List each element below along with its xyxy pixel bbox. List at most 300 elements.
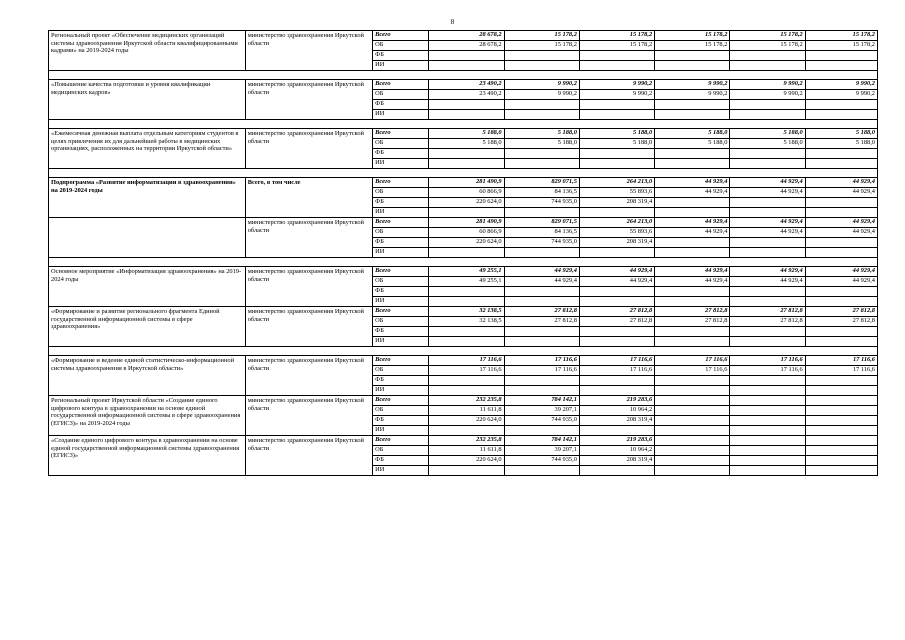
program-description: «Повышение качества подготовки и уровня квалификации медицинских кадров» [49, 80, 246, 120]
amount-cell [655, 376, 730, 386]
spacer-cell [805, 71, 877, 80]
spacer-cell [730, 120, 805, 129]
amount-cell [504, 208, 579, 218]
spacer-cell [579, 120, 654, 129]
amount-cell: 232 235,8 [429, 436, 504, 446]
amount-cell: 281 490,9 [429, 218, 504, 228]
amount-cell: 60 866,9 [429, 188, 504, 198]
amount-cell: 5 188,0 [655, 139, 730, 149]
spacer-cell [49, 71, 246, 80]
amount-cell: 10 964,2 [579, 406, 654, 416]
amount-cell [805, 61, 877, 71]
amount-cell [655, 337, 730, 347]
spacer-cell [579, 169, 654, 178]
amount-cell [655, 416, 730, 426]
funding-source: ОБ [373, 277, 429, 287]
table-row [49, 356, 878, 366]
amount-cell: 5 188,0 [579, 129, 654, 139]
spacer-cell [245, 169, 372, 178]
program-description: «Формирование и развитие регионального фрагмента Единой государственной информационной системы в сфере здравоохранения» [49, 307, 246, 347]
amount-cell: 17 116,6 [504, 366, 579, 376]
amount-cell: 44 929,4 [805, 188, 877, 198]
amount-cell [579, 426, 654, 436]
amount-cell [730, 100, 805, 110]
amount-cell: 27 812,8 [730, 317, 805, 327]
funding-source: Всего [373, 307, 429, 317]
table-row [49, 129, 878, 139]
funding-source: ИИ [373, 386, 429, 396]
amount-cell: 744 935,0 [504, 416, 579, 426]
amount-cell [655, 198, 730, 208]
amount-cell: 5 188,0 [805, 129, 877, 139]
funding-source: ИИ [373, 110, 429, 120]
amount-cell [805, 198, 877, 208]
amount-cell: 9 990,2 [655, 90, 730, 100]
spacer-cell [730, 347, 805, 356]
spacer-cell [730, 258, 805, 267]
responsible-executor: министерство здравоохранения Иркутской области [245, 129, 372, 169]
amount-cell [655, 426, 730, 436]
spacer-cell [49, 120, 246, 129]
program-description: «Создание единого цифрового контура в здравоохранении на основе единой государственной информационной системы здравоохранения (ЕГИСЗ)» [49, 436, 246, 476]
amount-cell: 220 624,0 [429, 416, 504, 426]
amount-cell: 15 178,2 [579, 41, 654, 51]
spacer-cell [373, 169, 429, 178]
amount-cell: 744 935,0 [504, 238, 579, 248]
spacer-cell [49, 347, 246, 356]
budget-table-body [49, 31, 878, 476]
funding-source: Всего [373, 80, 429, 90]
amount-cell: 17 116,6 [579, 356, 654, 366]
responsible-executor: министерство здравоохранения Иркутской области [245, 267, 372, 307]
spacer-cell [49, 258, 246, 267]
responsible-executor: министерство здравоохранения Иркутской области [245, 396, 372, 436]
spacer-cell [579, 71, 654, 80]
amount-cell: 15 178,2 [579, 31, 654, 41]
amount-cell [730, 238, 805, 248]
funding-source: ОБ [373, 317, 429, 327]
funding-source: ОБ [373, 446, 429, 456]
amount-cell: 15 178,2 [805, 41, 877, 51]
spacer-cell [504, 120, 579, 129]
amount-cell [805, 100, 877, 110]
spacer-cell [655, 120, 730, 129]
amount-cell: 220 624,0 [429, 238, 504, 248]
amount-cell: 219 283,6 [579, 396, 654, 406]
spacer-cell [655, 347, 730, 356]
funding-source: Всего [373, 129, 429, 139]
amount-cell [805, 51, 877, 61]
amount-cell [805, 337, 877, 347]
amount-cell: 44 929,4 [655, 218, 730, 228]
amount-cell [579, 287, 654, 297]
spacer-cell [245, 71, 372, 80]
amount-cell [805, 238, 877, 248]
amount-cell [730, 149, 805, 159]
spacer-cell [805, 258, 877, 267]
amount-cell: 27 812,8 [805, 307, 877, 317]
amount-cell [579, 100, 654, 110]
table-row [49, 80, 878, 90]
program-description: «Ежемесячная денежная выплата отдельным категориям студентов в целях привлечения их для дальнейшей работы в медицинских организациях, расположенных на территории Иркутской области» [49, 129, 246, 169]
funding-source: ФБ [373, 198, 429, 208]
amount-cell [579, 149, 654, 159]
amount-cell: 15 178,2 [504, 31, 579, 41]
amount-cell [805, 110, 877, 120]
table-spacer-row [49, 120, 878, 129]
amount-cell [655, 287, 730, 297]
funding-source: ОБ [373, 228, 429, 238]
amount-cell: 27 812,8 [805, 317, 877, 327]
amount-cell [655, 100, 730, 110]
amount-cell [655, 238, 730, 248]
amount-cell: 784 142,1 [504, 396, 579, 406]
funding-source: Всего [373, 436, 429, 446]
amount-cell [805, 149, 877, 159]
amount-cell: 829 071,5 [504, 218, 579, 228]
amount-cell [805, 327, 877, 337]
program-description: Региональный проект «Обеспечение медицинских организаций системы здравоохранения Иркутской области квалифицированными кадрами» на 2019-2024 годы [49, 31, 246, 71]
spacer-cell [730, 71, 805, 80]
amount-cell: 9 990,2 [730, 80, 805, 90]
amount-cell: 49 255,1 [429, 267, 504, 277]
table-row [49, 307, 878, 317]
amount-cell: 5 188,0 [655, 129, 730, 139]
amount-cell: 5 188,0 [429, 129, 504, 139]
amount-cell: 44 929,4 [805, 178, 877, 188]
amount-cell: 55 893,6 [579, 188, 654, 198]
amount-cell [504, 61, 579, 71]
funding-source: ФБ [373, 376, 429, 386]
funding-source: ИИ [373, 61, 429, 71]
spacer-cell [655, 169, 730, 178]
program-description: Подпрограмма «Развитие информатизации в здравоохранении» на 2019-2024 годы [49, 178, 246, 218]
amount-cell [805, 456, 877, 466]
amount-cell [805, 446, 877, 456]
amount-cell: 44 929,4 [730, 218, 805, 228]
amount-cell [805, 248, 877, 258]
amount-cell [805, 159, 877, 169]
amount-cell: 44 929,4 [655, 228, 730, 238]
amount-cell: 44 929,4 [730, 267, 805, 277]
spacer-cell [504, 71, 579, 80]
table-spacer-row [49, 347, 878, 356]
amount-cell: 5 188,0 [429, 139, 504, 149]
amount-cell [579, 337, 654, 347]
amount-cell [655, 149, 730, 159]
amount-cell: 220 624,0 [429, 456, 504, 466]
funding-source: Всего [373, 31, 429, 41]
spacer-cell [579, 347, 654, 356]
amount-cell [655, 466, 730, 476]
spacer-cell [805, 169, 877, 178]
program-description: Основное мероприятие «Информатизация здравоохранения» на 2019-2024 годы [49, 267, 246, 307]
amount-cell [579, 297, 654, 307]
amount-cell: 60 866,9 [429, 228, 504, 238]
amount-cell [730, 287, 805, 297]
amount-cell [805, 297, 877, 307]
funding-source: ИИ [373, 337, 429, 347]
amount-cell [730, 426, 805, 436]
amount-cell: 9 990,2 [730, 90, 805, 100]
amount-cell: 44 929,4 [655, 267, 730, 277]
amount-cell [504, 466, 579, 476]
amount-cell [805, 436, 877, 446]
amount-cell [655, 61, 730, 71]
program-description [49, 218, 246, 258]
amount-cell: 44 929,4 [805, 218, 877, 228]
spacer-cell [373, 258, 429, 267]
funding-source: ФБ [373, 456, 429, 466]
amount-cell [429, 327, 504, 337]
amount-cell: 17 116,6 [655, 366, 730, 376]
amount-cell: 744 935,0 [504, 456, 579, 466]
amount-cell [655, 456, 730, 466]
amount-cell: 23 490,2 [429, 90, 504, 100]
table-spacer-row [49, 71, 878, 80]
funding-source: ОБ [373, 41, 429, 51]
funding-source: ФБ [373, 238, 429, 248]
amount-cell: 44 929,4 [504, 277, 579, 287]
spacer-cell [373, 347, 429, 356]
amount-cell: 9 990,2 [579, 80, 654, 90]
funding-source: ФБ [373, 149, 429, 159]
amount-cell: 17 116,6 [579, 366, 654, 376]
amount-cell [730, 386, 805, 396]
spacer-cell [373, 71, 429, 80]
amount-cell [805, 208, 877, 218]
amount-cell: 208 319,4 [579, 238, 654, 248]
funding-source: Всего [373, 218, 429, 228]
page-number: 8 [450, 18, 455, 26]
spacer-cell [429, 169, 504, 178]
amount-cell [579, 327, 654, 337]
funding-source: ИИ [373, 248, 429, 258]
amount-cell [805, 416, 877, 426]
responsible-executor: министерство здравоохранения Иркутской области [245, 307, 372, 347]
amount-cell [504, 297, 579, 307]
amount-cell: 27 812,8 [655, 307, 730, 317]
amount-cell: 44 929,4 [579, 267, 654, 277]
amount-cell [504, 327, 579, 337]
amount-cell: 17 116,6 [805, 366, 877, 376]
amount-cell: 28 678,2 [429, 31, 504, 41]
budget-table [48, 30, 878, 476]
amount-cell: 5 188,0 [504, 139, 579, 149]
amount-cell: 44 929,4 [805, 277, 877, 287]
amount-cell: 219 283,6 [579, 436, 654, 446]
amount-cell: 5 188,0 [805, 139, 877, 149]
amount-cell [730, 456, 805, 466]
budget-table-wrapper [48, 30, 878, 476]
funding-source: ФБ [373, 100, 429, 110]
amount-cell: 11 611,8 [429, 446, 504, 456]
amount-cell: 208 319,4 [579, 456, 654, 466]
amount-cell: 49 255,1 [429, 277, 504, 287]
amount-cell [579, 159, 654, 169]
amount-cell: 44 929,4 [730, 178, 805, 188]
program-description: «Формирование и ведение единой статистическо-информационной системы здравоохранения в Иркутской области» [49, 356, 246, 396]
table-row [49, 396, 878, 406]
amount-cell: 28 678,2 [429, 41, 504, 51]
amount-cell [504, 248, 579, 258]
amount-cell: 44 929,4 [730, 277, 805, 287]
amount-cell [504, 426, 579, 436]
amount-cell [730, 337, 805, 347]
funding-source: ОБ [373, 406, 429, 416]
spacer-cell [245, 347, 372, 356]
responsible-executor: министерство здравоохранения Иркутской области [245, 218, 372, 258]
funding-source: Всего [373, 356, 429, 366]
amount-cell [504, 287, 579, 297]
amount-cell [579, 248, 654, 258]
amount-cell: 27 812,8 [504, 317, 579, 327]
amount-cell [429, 100, 504, 110]
amount-cell [730, 159, 805, 169]
responsible-executor: министерство здравоохранения Иркутской области [245, 31, 372, 71]
spacer-cell [579, 258, 654, 267]
amount-cell: 5 188,0 [579, 139, 654, 149]
amount-cell [730, 208, 805, 218]
amount-cell [429, 376, 504, 386]
amount-cell [655, 297, 730, 307]
table-spacer-row [49, 258, 878, 267]
funding-source: Всего [373, 267, 429, 277]
amount-cell: 220 624,0 [429, 198, 504, 208]
funding-source: ФБ [373, 327, 429, 337]
amount-cell [429, 386, 504, 396]
responsible-executor: Всего, в том числе [245, 178, 372, 218]
amount-cell: 17 116,6 [429, 356, 504, 366]
amount-cell: 44 929,4 [655, 188, 730, 198]
amount-cell: 17 116,6 [429, 366, 504, 376]
amount-cell [805, 386, 877, 396]
funding-source: ФБ [373, 287, 429, 297]
amount-cell: 11 611,8 [429, 406, 504, 416]
amount-cell [805, 406, 877, 416]
spacer-cell [245, 258, 372, 267]
amount-cell [730, 416, 805, 426]
amount-cell: 27 812,8 [579, 317, 654, 327]
amount-cell [579, 376, 654, 386]
funding-source: Всего [373, 396, 429, 406]
amount-cell [429, 159, 504, 169]
amount-cell: 208 319,4 [579, 416, 654, 426]
amount-cell [730, 396, 805, 406]
amount-cell: 32 138,5 [429, 317, 504, 327]
spacer-cell [504, 347, 579, 356]
funding-source: ОБ [373, 188, 429, 198]
spacer-cell [429, 120, 504, 129]
amount-cell: 44 929,4 [579, 277, 654, 287]
amount-cell [429, 287, 504, 297]
amount-cell [730, 198, 805, 208]
amount-cell: 27 812,8 [655, 317, 730, 327]
amount-cell: 232 235,8 [429, 396, 504, 406]
amount-cell [429, 208, 504, 218]
amount-cell: 44 929,4 [805, 267, 877, 277]
amount-cell: 39 207,1 [504, 446, 579, 456]
amount-cell: 17 116,6 [730, 356, 805, 366]
amount-cell: 5 188,0 [730, 129, 805, 139]
amount-cell [805, 466, 877, 476]
amount-cell [429, 248, 504, 258]
amount-cell: 17 116,6 [730, 366, 805, 376]
spacer-cell [655, 258, 730, 267]
amount-cell: 9 990,2 [504, 80, 579, 90]
amount-cell [730, 248, 805, 258]
spacer-cell [805, 347, 877, 356]
amount-cell [429, 110, 504, 120]
amount-cell [429, 297, 504, 307]
amount-cell: 39 207,1 [504, 406, 579, 416]
amount-cell: 15 178,2 [655, 31, 730, 41]
amount-cell [655, 446, 730, 456]
funding-source: ИИ [373, 297, 429, 307]
amount-cell: 15 178,2 [730, 41, 805, 51]
responsible-executor: министерство здравоохранения Иркутской области [245, 80, 372, 120]
amount-cell: 829 071,5 [504, 178, 579, 188]
amount-cell: 10 964,2 [579, 446, 654, 456]
amount-cell: 264 213,0 [579, 178, 654, 188]
amount-cell [579, 466, 654, 476]
amount-cell: 84 136,5 [504, 188, 579, 198]
table-row [49, 218, 878, 228]
table-row [49, 178, 878, 188]
amount-cell [579, 208, 654, 218]
spacer-cell [730, 169, 805, 178]
amount-cell [730, 466, 805, 476]
amount-cell [730, 436, 805, 446]
amount-cell: 27 812,8 [579, 307, 654, 317]
amount-cell: 5 188,0 [504, 129, 579, 139]
funding-source: ИИ [373, 466, 429, 476]
amount-cell [805, 396, 877, 406]
spacer-cell [49, 169, 246, 178]
amount-cell: 744 935,0 [504, 198, 579, 208]
amount-cell [730, 446, 805, 456]
amount-cell [579, 51, 654, 61]
table-row [49, 31, 878, 41]
amount-cell [655, 436, 730, 446]
amount-cell: 15 178,2 [655, 41, 730, 51]
amount-cell: 44 929,4 [504, 267, 579, 277]
amount-cell: 9 990,2 [504, 90, 579, 100]
amount-cell: 23 490,2 [429, 80, 504, 90]
funding-source: ОБ [373, 90, 429, 100]
amount-cell: 17 116,6 [655, 356, 730, 366]
amount-cell [655, 406, 730, 416]
amount-cell [504, 376, 579, 386]
amount-cell: 44 929,4 [655, 178, 730, 188]
funding-source: ОБ [373, 139, 429, 149]
amount-cell [805, 287, 877, 297]
amount-cell [504, 100, 579, 110]
responsible-executor: министерство здравоохранения Иркутской области [245, 356, 372, 396]
funding-source: ОБ [373, 366, 429, 376]
amount-cell [429, 149, 504, 159]
funding-source: Всего [373, 178, 429, 188]
amount-cell [655, 386, 730, 396]
amount-cell [504, 337, 579, 347]
amount-cell [805, 376, 877, 386]
amount-cell [429, 466, 504, 476]
amount-cell [429, 426, 504, 436]
amount-cell [655, 110, 730, 120]
amount-cell [504, 149, 579, 159]
amount-cell [655, 396, 730, 406]
amount-cell [429, 337, 504, 347]
